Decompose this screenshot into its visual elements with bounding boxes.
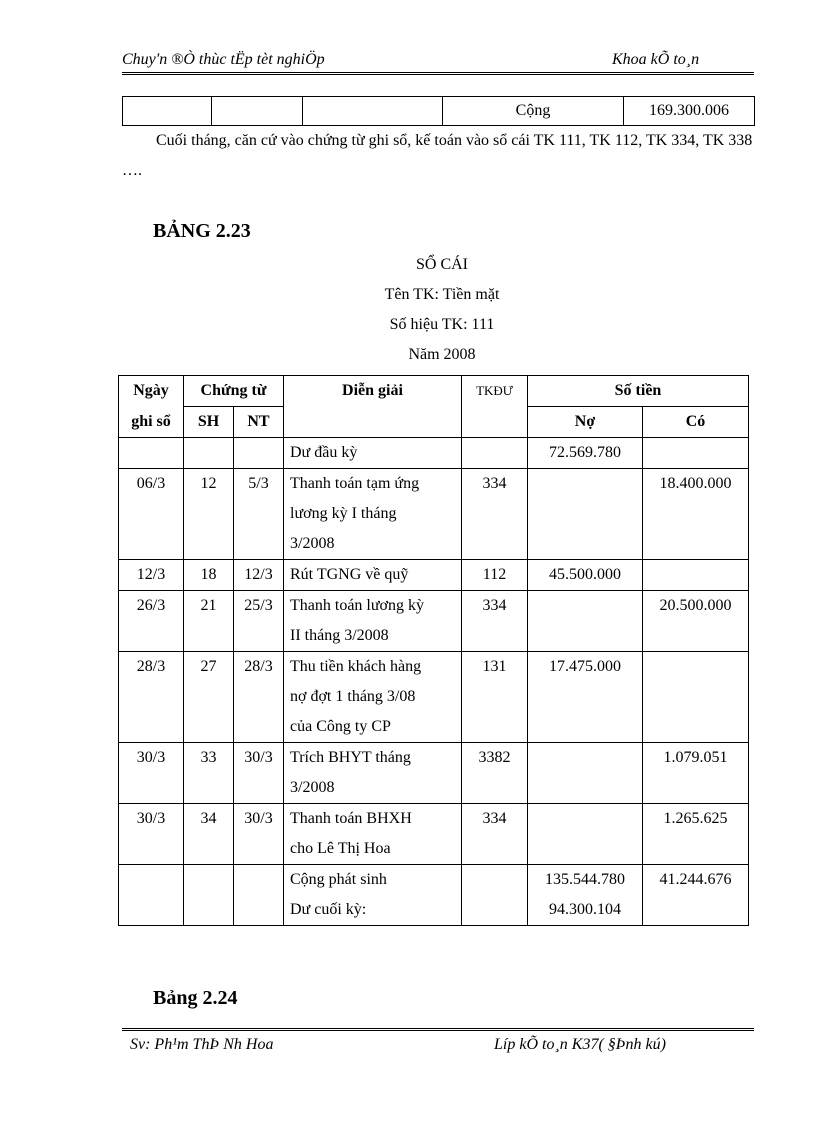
col-header-account-2: [462, 407, 528, 438]
row-account: 112: [462, 560, 528, 591]
table-row: [119, 469, 749, 560]
summary-credit: [643, 865, 749, 926]
row-credit: [643, 438, 749, 469]
summary-debit-closing: 94.300.104: [549, 901, 621, 918]
summary-labels: [284, 865, 462, 926]
row-credit: 1.265.625: [643, 804, 749, 865]
footer-rule-double: [122, 1028, 754, 1029]
row-voucher-number: 18: [184, 560, 234, 591]
row-credit: 20.500.000: [643, 591, 749, 652]
description-line: cho Lê Thị Hoa: [290, 840, 391, 857]
col-header-amount: Số tiền: [528, 376, 749, 407]
row-description: [284, 652, 462, 743]
col-header-account: TKĐƯ: [462, 376, 528, 407]
row-description: [284, 804, 462, 865]
row-account: [462, 438, 528, 469]
row-account: 3382: [462, 743, 528, 804]
col-header-debit: Nợ: [528, 407, 643, 438]
row-account: 131: [462, 652, 528, 743]
row-voucher-number: [184, 438, 234, 469]
ledger-table: [118, 375, 749, 926]
footer-rule: [122, 1030, 754, 1031]
ledger-title: SỔ CÁI: [415, 256, 468, 273]
description-line: Rút TGNG về quỹ: [290, 566, 409, 583]
row-voucher-date: 30/3: [234, 804, 284, 865]
row-voucher-number: 33: [184, 743, 234, 804]
row-date: 06/3: [119, 469, 184, 560]
row-debit: [528, 591, 643, 652]
account-number: Số hiệu TK: 111: [389, 316, 495, 333]
description-line: Trích BHYT tháng: [290, 749, 411, 766]
row-account: 334: [462, 469, 528, 560]
row-date: 30/3: [119, 804, 184, 865]
summary-empty: [119, 865, 184, 926]
col-header-nt: NT: [234, 407, 284, 438]
body-paragraph: Cuối tháng, căn cứ vào chứng từ ghi sổ, kế toán vào sổ cái TK 111, TK 112, TK 334, TK 338 ….: [122, 132, 753, 179]
description-line: 3/2008: [290, 779, 335, 796]
header-left: Chuy'n ®Ò thùc tËp tèt nghiÖp: [122, 51, 325, 68]
row-date: 30/3: [119, 743, 184, 804]
row-debit: 17.475.000: [528, 652, 643, 743]
col-header-date-2: ghi sổ: [119, 407, 184, 438]
row-voucher-number: 12: [184, 469, 234, 560]
row-voucher-date: [234, 438, 284, 469]
row-description: [284, 591, 462, 652]
ledger-body: [119, 438, 749, 865]
row-description: [284, 469, 462, 560]
row-debit: 72.569.780: [528, 438, 643, 469]
row-voucher-number: 27: [184, 652, 234, 743]
summary-empty: [234, 865, 284, 926]
next-table-title: Bảng 2.24: [153, 987, 238, 1009]
total-value: 169.300.006: [624, 97, 755, 126]
row-debit: 45.500.000: [528, 560, 643, 591]
footer-left: Sv: Ph¹m ThÞ Nh Hoa: [130, 1036, 274, 1053]
table-row: [119, 652, 749, 743]
description-line: 3/2008: [290, 535, 335, 552]
footer-right: Líp kÕ to¸n K37( §Þnh kú): [494, 1036, 666, 1053]
summary-label-total: Cộng phát sinh: [290, 871, 387, 888]
description-line: Dư đầu kỳ: [290, 444, 358, 461]
summary-row: [119, 865, 749, 926]
col-header-description: Diễn giải: [284, 376, 462, 407]
table-row: [119, 743, 749, 804]
description-line: Thanh toán lương kỳ: [290, 597, 424, 614]
empty-cell: [123, 97, 212, 126]
row-description: [284, 743, 462, 804]
summary-empty: [462, 865, 528, 926]
description-line: lương kỳ I tháng: [290, 505, 397, 522]
row-credit: 1.079.051: [643, 743, 749, 804]
col-header-description-2: [284, 407, 462, 438]
summary-label-closing: Dư cuối kỳ:: [290, 901, 367, 918]
header-rule-double: [122, 74, 754, 75]
summary-debit: [528, 865, 643, 926]
header-rule: [122, 72, 754, 73]
row-debit: [528, 743, 643, 804]
col-header-credit: Có: [643, 407, 749, 438]
row-voucher-date: 28/3: [234, 652, 284, 743]
row-voucher-date: 30/3: [234, 743, 284, 804]
row-date: 12/3: [119, 560, 184, 591]
row-voucher-number: 34: [184, 804, 234, 865]
row-description: [284, 438, 462, 469]
row-debit: [528, 469, 643, 560]
ledger-year: Năm 2008: [408, 346, 476, 363]
row-debit: [528, 804, 643, 865]
description-line: II tháng 3/2008: [290, 627, 389, 644]
description-line: của Công ty CP: [290, 718, 391, 735]
row-date: 26/3: [119, 591, 184, 652]
description-line: nợ đợt 1 tháng 3/08: [290, 688, 416, 705]
summary-debit-total: 135.544.780: [545, 871, 625, 888]
row-voucher-date: 5/3: [234, 469, 284, 560]
row-voucher-number: 21: [184, 591, 234, 652]
description-line: Thanh toán tạm ứng: [290, 475, 420, 492]
empty-cell: [303, 97, 443, 126]
summary-credit-total: 41.244.676: [659, 871, 732, 888]
table-row: [119, 560, 749, 591]
table-row: [119, 591, 749, 652]
top-summary-table: [122, 96, 755, 126]
table-row: [119, 438, 749, 469]
row-credit: [643, 652, 749, 743]
row-date: [119, 438, 184, 469]
col-header-sh: SH: [184, 407, 234, 438]
empty-cell: [212, 97, 303, 126]
description-line: Thu tiền khách hàng: [290, 658, 422, 675]
col-header-date: Ngày: [119, 376, 184, 407]
total-label: Cộng: [443, 97, 624, 126]
row-description: [284, 560, 462, 591]
table-title: BẢNG 2.23: [153, 220, 251, 242]
row-account: 334: [462, 591, 528, 652]
row-voucher-date: 12/3: [234, 560, 284, 591]
col-header-voucher: Chứng từ: [184, 376, 284, 407]
row-account: 334: [462, 804, 528, 865]
row-credit: [643, 560, 749, 591]
summary-empty: [184, 865, 234, 926]
row-date: 28/3: [119, 652, 184, 743]
row-credit: 18.400.000: [643, 469, 749, 560]
account-name: Tên TK: Tiền mặt: [384, 286, 500, 303]
description-line: Thanh toán BHXH: [290, 810, 412, 827]
row-voucher-date: 25/3: [234, 591, 284, 652]
table-row: [119, 804, 749, 865]
header-right: Khoa kÕ to¸n: [612, 51, 700, 68]
